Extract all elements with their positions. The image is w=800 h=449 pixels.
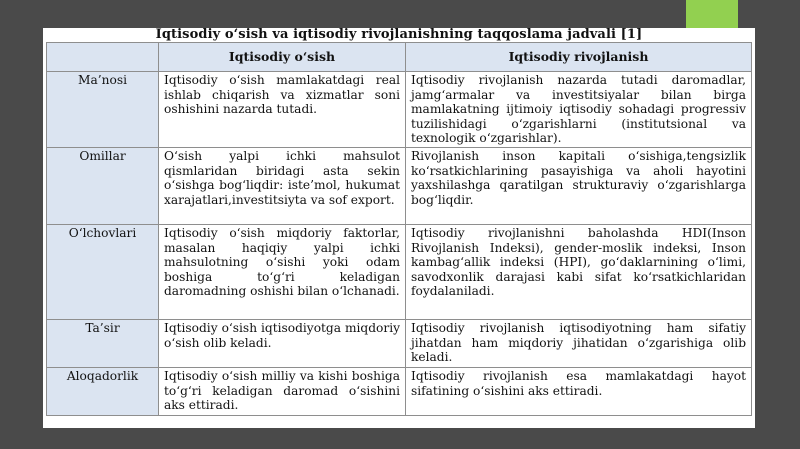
comparison-table [46, 42, 752, 416]
table-title: Iqtisodiy oʻsish va iqtisodiy rivojlanishning taqqoslama jadvali [1] [155, 27, 643, 42]
header-corner-cell [47, 43, 159, 72]
header-development: Iqtisodiy rivojlanish [406, 43, 752, 72]
row-label: Omillar [47, 148, 159, 225]
row-label: Ma’nosi [47, 72, 159, 148]
header-row [47, 43, 752, 72]
table-row [47, 320, 752, 368]
document-image [43, 28, 755, 428]
growth-cell: Oʻsish yalpi ichki mahsulot qismlaridan biridagi asta sekin oʻsishga bogʻliqdir: iste’mol, hukumat xarajatlari,investitsiyta va sof export. [159, 148, 406, 225]
accent-square [686, 0, 738, 30]
development-cell: Iqtisodiy rivojlanish esa mamlakatdagi hayot sifatining oʻsishini aks ettiradi. [406, 368, 752, 416]
table-row [47, 148, 752, 225]
growth-cell: Iqtisodiy oʻsish mamlakatdagi real ishlab chiqarish va xizmatlar soni oshishini nazarda tutadi. [159, 72, 406, 148]
table-row [47, 225, 752, 320]
development-cell: Iqtisodiy rivojlanish nazarda tutadi daromadlar, jamgʻarmalar va investitsiyalar bilan birga mamlakatning ijtimoiy iqtisodiy sohadagi progressiv tuzilishidagi oʻzgarishlarni (institutsional va texnologik oʻzgarishlar). [406, 72, 752, 148]
growth-cell: Iqtisodiy oʻsish milliy va kishi boshiga toʻgʻri keladigan daromad oʻsishini aks ettiradi. [159, 368, 406, 416]
table-row [47, 368, 752, 416]
development-cell: Iqtisodiy rivojlanish iqtisodiyotning ham sifatiy jihatdan ham miqdoriy jihatidan oʻzgarishiga olib keladi. [406, 320, 752, 368]
table-row [47, 72, 752, 148]
row-label: Oʻlchovlari [47, 225, 159, 320]
development-cell: Iqtisodiy rivojlanishni baholashda HDI(Inson Rivojlanish Indeksi), gender-moslik indeksi, Inson kambagʻallik indeksi (HPI), goʻdaklarnining oʻlimi, savodxonlik darajasi kabi sifat koʻrsatkichlaridan foydalaniladi. [406, 225, 752, 320]
development-cell: Rivojlanish inson kapitali oʻsishiga,tengsizlik koʻrsatkichlarining pasayishiga va aholi hayotini yaxshilashga qaratilgan strukturaviy oʻzgarishlarga bogʻliqdir. [406, 148, 752, 225]
growth-cell: Iqtisodiy oʻsish iqtisodiyotga miqdoriy oʻsish olib keladi. [159, 320, 406, 368]
row-label: Ta’sir [47, 320, 159, 368]
row-label: Aloqadorlik [47, 368, 159, 416]
header-growth: Iqtisodiy oʻsish [159, 43, 406, 72]
growth-cell: Iqtisodiy oʻsish miqdoriy faktorlar, masalan haqiqiy yalpi ichki mahsulotning oʻsishi yoki odam boshiga toʻgʻri keladigan daromadning oshishi bilan oʻlchanadi. [159, 225, 406, 320]
